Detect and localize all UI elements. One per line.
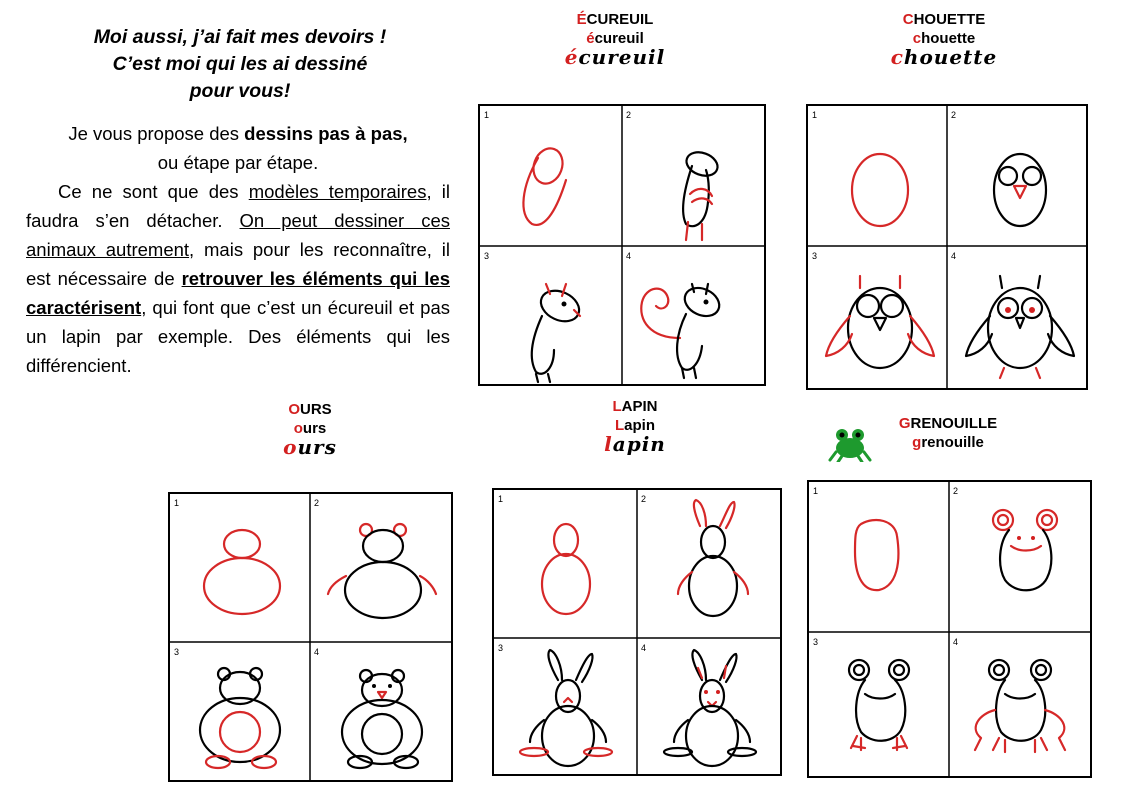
step-number-2: 2 bbox=[626, 110, 632, 120]
p2-text-e: , mais pour les reconnaître, il est nécessaire de bbox=[26, 239, 450, 289]
ours-step-2 bbox=[328, 524, 436, 618]
p2-text-c: , il faudra s’en détacher. bbox=[26, 181, 450, 231]
svg-text:2: 2 bbox=[641, 494, 647, 504]
frog-icon bbox=[828, 428, 872, 462]
ecureuil-upper: ÉCUREUIL bbox=[576, 11, 654, 28]
chouette-step-2 bbox=[994, 154, 1046, 226]
p2-text-g: , qui font que c’est un écureuil et pas un lapin par exemple. Des éléments qui les différencient. bbox=[26, 297, 450, 376]
p2-underline-autrement: On peut dessiner ces animaux autrement bbox=[26, 210, 450, 260]
grenouille-step-3 bbox=[849, 660, 909, 750]
ecureuil-script: écureuil bbox=[564, 45, 666, 69]
p1-second-line: ou étape par étape. bbox=[157, 152, 319, 173]
svg-text:1: 1 bbox=[174, 498, 180, 508]
grenouille-heading bbox=[878, 414, 1018, 452]
lapin-script: lapin bbox=[604, 432, 666, 456]
svg-text:3: 3 bbox=[498, 643, 504, 653]
ours-step-3 bbox=[200, 668, 280, 768]
chouette-script: chouette bbox=[890, 45, 998, 69]
ecureuil-lower: écureuil bbox=[586, 30, 644, 47]
ecureuil-step-3 bbox=[532, 284, 584, 382]
grenouille-lower: grenouille bbox=[912, 434, 984, 451]
intro-paragraph-2 bbox=[26, 177, 450, 380]
ours-heading bbox=[270, 400, 350, 457]
lapin-step-3 bbox=[520, 650, 612, 766]
p2-underline-models: modèles temporaires bbox=[248, 181, 427, 202]
svg-text:3: 3 bbox=[813, 637, 819, 647]
p2-underline-bold: retrouver les éléments qui les caractérisent bbox=[26, 268, 450, 318]
title-line-1: Moi aussi, j’ai fait mes devoirs ! bbox=[93, 26, 387, 48]
ours-step-1 bbox=[204, 530, 280, 614]
lapin-upper: LAPIN bbox=[612, 398, 658, 415]
title-line-3: pour vous! bbox=[189, 80, 291, 102]
grenouille-steps-grid bbox=[807, 480, 1092, 778]
step-number-1: 1 bbox=[484, 110, 490, 120]
intro-paragraph-1 bbox=[26, 119, 450, 177]
chouette-step-3 bbox=[826, 276, 934, 368]
grenouille-step-2 bbox=[993, 510, 1057, 590]
lapin-step-4 bbox=[664, 650, 756, 766]
lapin-lower: Lapin bbox=[614, 417, 655, 434]
chouette-step-1 bbox=[852, 154, 908, 226]
svg-text:4: 4 bbox=[953, 637, 959, 647]
intro-body bbox=[26, 119, 450, 380]
ours-step-4 bbox=[342, 670, 422, 768]
svg-text:4: 4 bbox=[951, 251, 957, 261]
ours-lower: ours bbox=[293, 420, 327, 437]
title-line-2: C’est moi qui les ai dessiné bbox=[112, 53, 368, 75]
svg-text:1: 1 bbox=[498, 494, 504, 504]
p2-text-a: Ce ne sont que des bbox=[58, 181, 249, 202]
svg-text:3: 3 bbox=[812, 251, 818, 261]
chouette-lower: chouette bbox=[912, 30, 976, 47]
ecureuil-step-2 bbox=[683, 148, 721, 240]
ecureuil-heading bbox=[560, 10, 670, 67]
chouette-upper: CHOUETTE bbox=[902, 11, 986, 28]
lapin-heading bbox=[590, 397, 680, 454]
p1-bold: dessins pas à pas, bbox=[244, 123, 408, 144]
svg-text:2: 2 bbox=[953, 486, 959, 496]
step-number-3: 3 bbox=[484, 251, 490, 261]
grenouille-step-1 bbox=[855, 520, 898, 590]
ecureuil-step-4 bbox=[641, 283, 724, 378]
ecureuil-step-1 bbox=[523, 144, 567, 225]
chouette-heading bbox=[884, 10, 1004, 67]
grenouille-upper: GRENOUILLE bbox=[898, 415, 998, 432]
grenouille-step-4 bbox=[975, 660, 1065, 752]
svg-text:1: 1 bbox=[813, 486, 819, 496]
chouette-step-4 bbox=[966, 276, 1074, 378]
svg-text:4: 4 bbox=[641, 643, 647, 653]
step-number-4: 4 bbox=[626, 251, 632, 261]
svg-text:1: 1 bbox=[812, 110, 818, 120]
svg-text:4: 4 bbox=[314, 647, 320, 657]
p1-text: Je vous propose des bbox=[68, 123, 245, 144]
ours-steps-grid bbox=[168, 492, 453, 782]
intro-title bbox=[30, 24, 450, 105]
chouette-steps-grid bbox=[806, 104, 1088, 390]
svg-text:2: 2 bbox=[314, 498, 320, 508]
svg-text:3: 3 bbox=[174, 647, 180, 657]
ours-upper: OURS bbox=[288, 401, 332, 418]
ours-script: ours bbox=[283, 435, 337, 459]
svg-text:2: 2 bbox=[951, 110, 957, 120]
lapin-steps-grid bbox=[492, 488, 782, 776]
lapin-step-1 bbox=[542, 524, 590, 614]
ecureuil-steps-grid bbox=[478, 104, 766, 386]
lapin-step-2 bbox=[678, 500, 748, 616]
